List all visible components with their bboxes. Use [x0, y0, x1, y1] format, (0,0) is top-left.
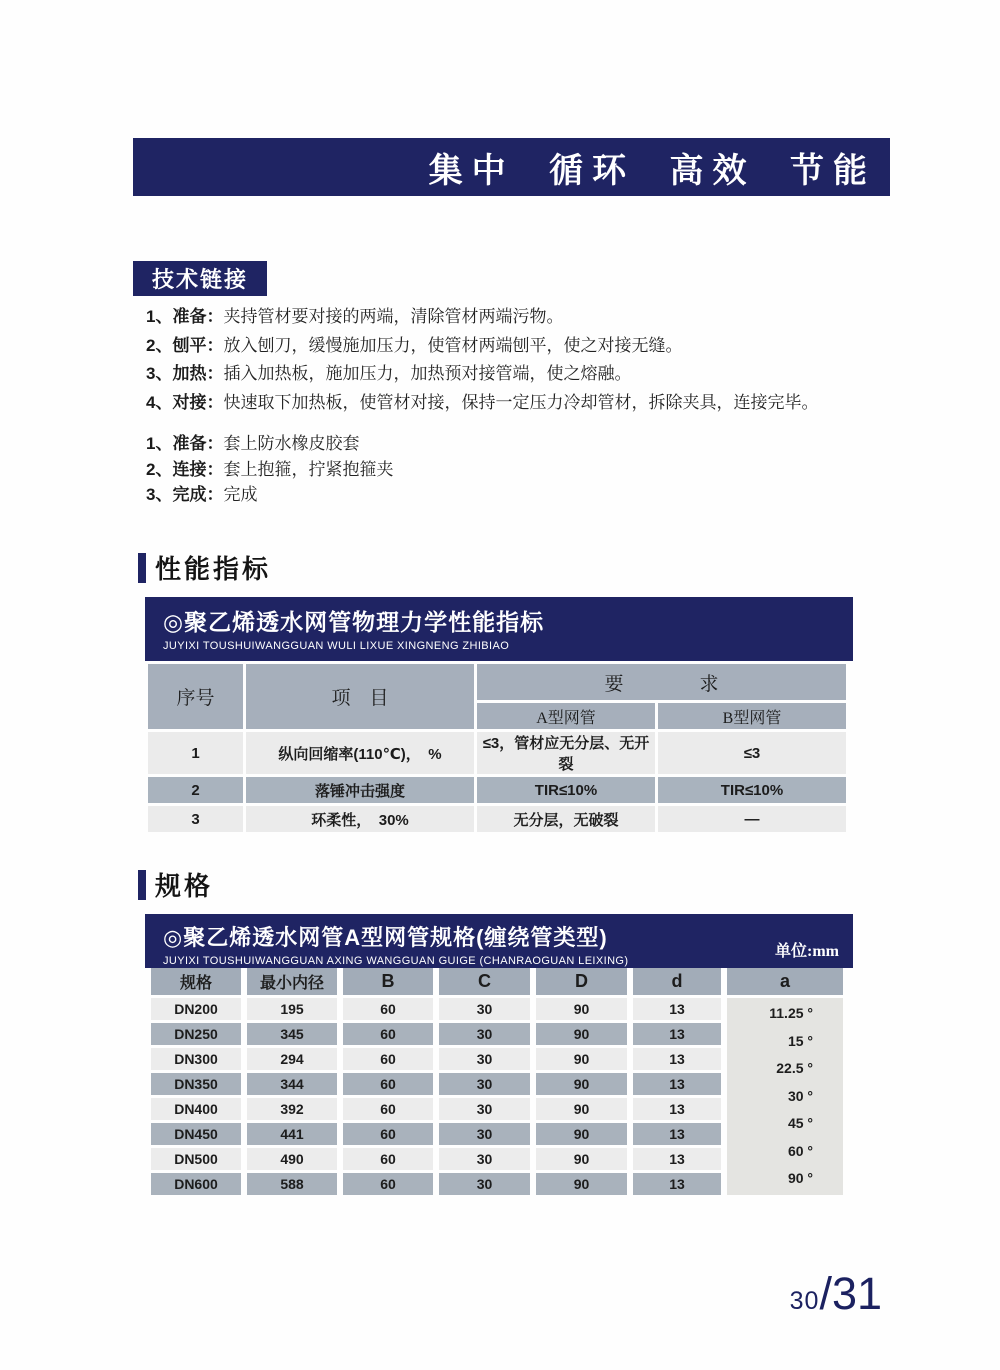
- cell-type-a: 无分层，无破裂: [477, 806, 655, 832]
- banner-title: ◎聚乙烯透水网管物理力学性能指标: [163, 609, 545, 635]
- tech-links-label: 技术链接: [151, 267, 248, 292]
- cell-spec: DN450: [151, 1123, 241, 1145]
- cell-item: 纵向回缩率(110℃)， %: [246, 732, 474, 774]
- cell-no: 2: [148, 777, 243, 803]
- step-line: [146, 303, 818, 332]
- step-line: [146, 360, 818, 389]
- step-text: 插入加热板，施加压力，加热预对接管端，使之熔融。: [223, 364, 632, 383]
- col-header-spec: 规格: [151, 968, 241, 995]
- cell-min-id: 344: [247, 1073, 337, 1095]
- cell-B: 60: [343, 1073, 433, 1095]
- angle-value: 45 °: [787, 1115, 813, 1132]
- cell-C: 30: [439, 998, 530, 1020]
- cell-D: 90: [536, 1073, 627, 1095]
- step-line: [146, 457, 393, 483]
- step-label: 1、准备：: [146, 434, 224, 453]
- cell-B: 60: [343, 1098, 433, 1120]
- page-number-current: 30: [789, 1287, 820, 1315]
- cell-C: 30: [439, 1073, 530, 1095]
- cell-B: 60: [343, 1173, 433, 1195]
- accent-bar: [138, 553, 146, 583]
- step-line: [146, 332, 818, 361]
- cell-B: 60: [343, 1048, 433, 1070]
- cell-d: 13: [633, 1173, 721, 1195]
- section-heading-spec: [138, 866, 213, 903]
- cell-spec: DN300: [151, 1048, 241, 1070]
- col-header-B: B: [343, 968, 433, 995]
- cell-D: 90: [536, 1123, 627, 1145]
- perf-table-row: [148, 806, 846, 832]
- step-label: 2、连接：: [146, 459, 224, 479]
- angle-merged-cell: [727, 998, 843, 1195]
- col-header-C: C: [439, 968, 530, 995]
- step-text: 完成: [223, 485, 258, 504]
- performance-table: [145, 661, 849, 835]
- step-text: 快速取下加热板，使管材对接，保持一定压力冷却管材，拆除夹具，连接完毕。: [223, 392, 819, 412]
- cell-C: 30: [439, 1023, 530, 1045]
- cell-d: 13: [633, 1073, 721, 1095]
- angle-value: 11.25 °: [769, 1005, 813, 1022]
- cell-D: 90: [536, 1098, 627, 1120]
- step-label: 3、完成：: [146, 485, 224, 504]
- cell-d: 13: [633, 1098, 721, 1120]
- spec-table: [145, 965, 849, 1198]
- cell-spec: DN250: [151, 1023, 241, 1045]
- angle-value: 15 °: [787, 1032, 813, 1049]
- cell-item: 环柔性， 30%: [246, 806, 474, 832]
- cell-type-b: TIR≤10%: [658, 777, 846, 803]
- cell-C: 30: [439, 1173, 530, 1195]
- banner-subtitle: JUYIXI TOUSHUIWANGGUAN AXING WANGGUAN GUIGE (CHANRAOGUAN LEIXING): [163, 955, 629, 967]
- cell-min-id: 345: [247, 1023, 337, 1045]
- cell-B: 60: [343, 1148, 433, 1170]
- angle-list: [727, 1000, 843, 1193]
- cell-min-id: 195: [247, 998, 337, 1020]
- step-text: 套上抱箍，拧紧抱箍夹: [223, 459, 394, 479]
- cell-d: 13: [633, 1123, 721, 1145]
- cell-type-a: ≤3，管材应无分层、无开裂: [477, 732, 655, 774]
- tech-links-badge: [133, 261, 267, 296]
- cell-min-id: 490: [247, 1148, 337, 1170]
- cell-spec: DN200: [151, 998, 241, 1020]
- angle-value: 90 °: [787, 1170, 813, 1187]
- step-text: 放入刨刀，缓慢施加压力，使管材两端刨平，使之对接无缝。: [223, 335, 683, 355]
- cell-spec: DN400: [151, 1098, 241, 1120]
- cell-C: 30: [439, 1048, 530, 1070]
- angle-value: 30 °: [787, 1087, 813, 1104]
- cell-no: 3: [148, 806, 243, 832]
- cell-d: 13: [633, 1048, 721, 1070]
- cell-C: 30: [439, 1123, 530, 1145]
- col-header-requirement: 要 求: [477, 664, 846, 700]
- step-label: 4、对接：: [146, 392, 224, 412]
- spec-banner: [145, 914, 853, 968]
- cell-B: 60: [343, 1023, 433, 1045]
- section-heading-text: 规格: [155, 871, 214, 901]
- cell-D: 90: [536, 1148, 627, 1170]
- cell-min-id: 588: [247, 1173, 337, 1195]
- perf-table-row: [148, 732, 846, 774]
- cell-D: 90: [536, 998, 627, 1020]
- step-label: 1、准备：: [146, 307, 224, 326]
- section-heading-text: 性能指标: [155, 554, 272, 584]
- step-line: [146, 482, 393, 508]
- cell-spec: DN500: [151, 1148, 241, 1170]
- banner-title: ◎聚乙烯透水网管A型网管规格(缠绕管类型): [163, 925, 608, 950]
- step-line: [146, 431, 393, 457]
- cell-C: 30: [439, 1148, 530, 1170]
- angle-value: 60 °: [787, 1142, 813, 1159]
- step-line: [146, 389, 818, 418]
- cell-min-id: 294: [247, 1048, 337, 1070]
- cell-type-b: —: [658, 806, 846, 832]
- cell-B: 60: [343, 1123, 433, 1145]
- accent-bar: [138, 870, 146, 900]
- cell-C: 30: [439, 1098, 530, 1120]
- cell-type-b: ≤3: [658, 732, 846, 774]
- cell-B: 60: [343, 998, 433, 1020]
- cell-D: 90: [536, 1048, 627, 1070]
- slogan-banner: [133, 138, 890, 196]
- performance-banner: [145, 597, 853, 661]
- step-text: 套上防水橡皮胶套: [223, 434, 360, 453]
- spec-table-row: [151, 998, 843, 1020]
- col-header-d: d: [633, 968, 721, 995]
- cell-d: 13: [633, 1148, 721, 1170]
- step-label: 3、加热：: [146, 364, 224, 383]
- socket-steps-list: [146, 431, 393, 508]
- cell-D: 90: [536, 1173, 627, 1195]
- cell-d: 13: [633, 998, 721, 1020]
- col-header-type-a: A型网管: [477, 703, 655, 729]
- page-number: [790, 1268, 882, 1320]
- col-header-type-b: B型网管: [658, 703, 846, 729]
- cell-type-a: TIR≤10%: [477, 777, 655, 803]
- cell-d: 13: [633, 1023, 721, 1045]
- banner-subtitle: JUYIXI TOUSHUIWANGGUAN WULI LIXUE XINGNENG ZHIBIAO: [163, 640, 510, 652]
- col-header-D: D: [536, 968, 627, 995]
- col-header-min-id: 最小内径: [247, 968, 337, 995]
- step-label: 2、刨平：: [146, 335, 224, 355]
- cell-min-id: 441: [247, 1123, 337, 1145]
- cell-D: 90: [536, 1023, 627, 1045]
- section-heading-performance: [138, 549, 271, 586]
- cell-spec: DN350: [151, 1073, 241, 1095]
- fusion-steps-list: [146, 303, 818, 417]
- perf-table-row: [148, 777, 846, 803]
- cell-min-id: 392: [247, 1098, 337, 1120]
- angle-value: 22.5 °: [776, 1060, 813, 1077]
- page-number-total: /31: [819, 1268, 882, 1319]
- step-text: 夹持管材要对接的两端，清除管材两端污物。: [223, 307, 564, 326]
- col-header-a: a: [727, 968, 843, 995]
- cell-item: 落锤冲击强度: [246, 777, 474, 803]
- unit-label: 单位:mm: [775, 943, 839, 960]
- cell-spec: DN600: [151, 1173, 241, 1195]
- col-header-item: 项 目: [246, 664, 474, 729]
- col-header-no: 序号: [148, 664, 243, 729]
- cell-no: 1: [148, 732, 243, 774]
- slogan-text: 集中 循环 高效 节能: [428, 151, 876, 190]
